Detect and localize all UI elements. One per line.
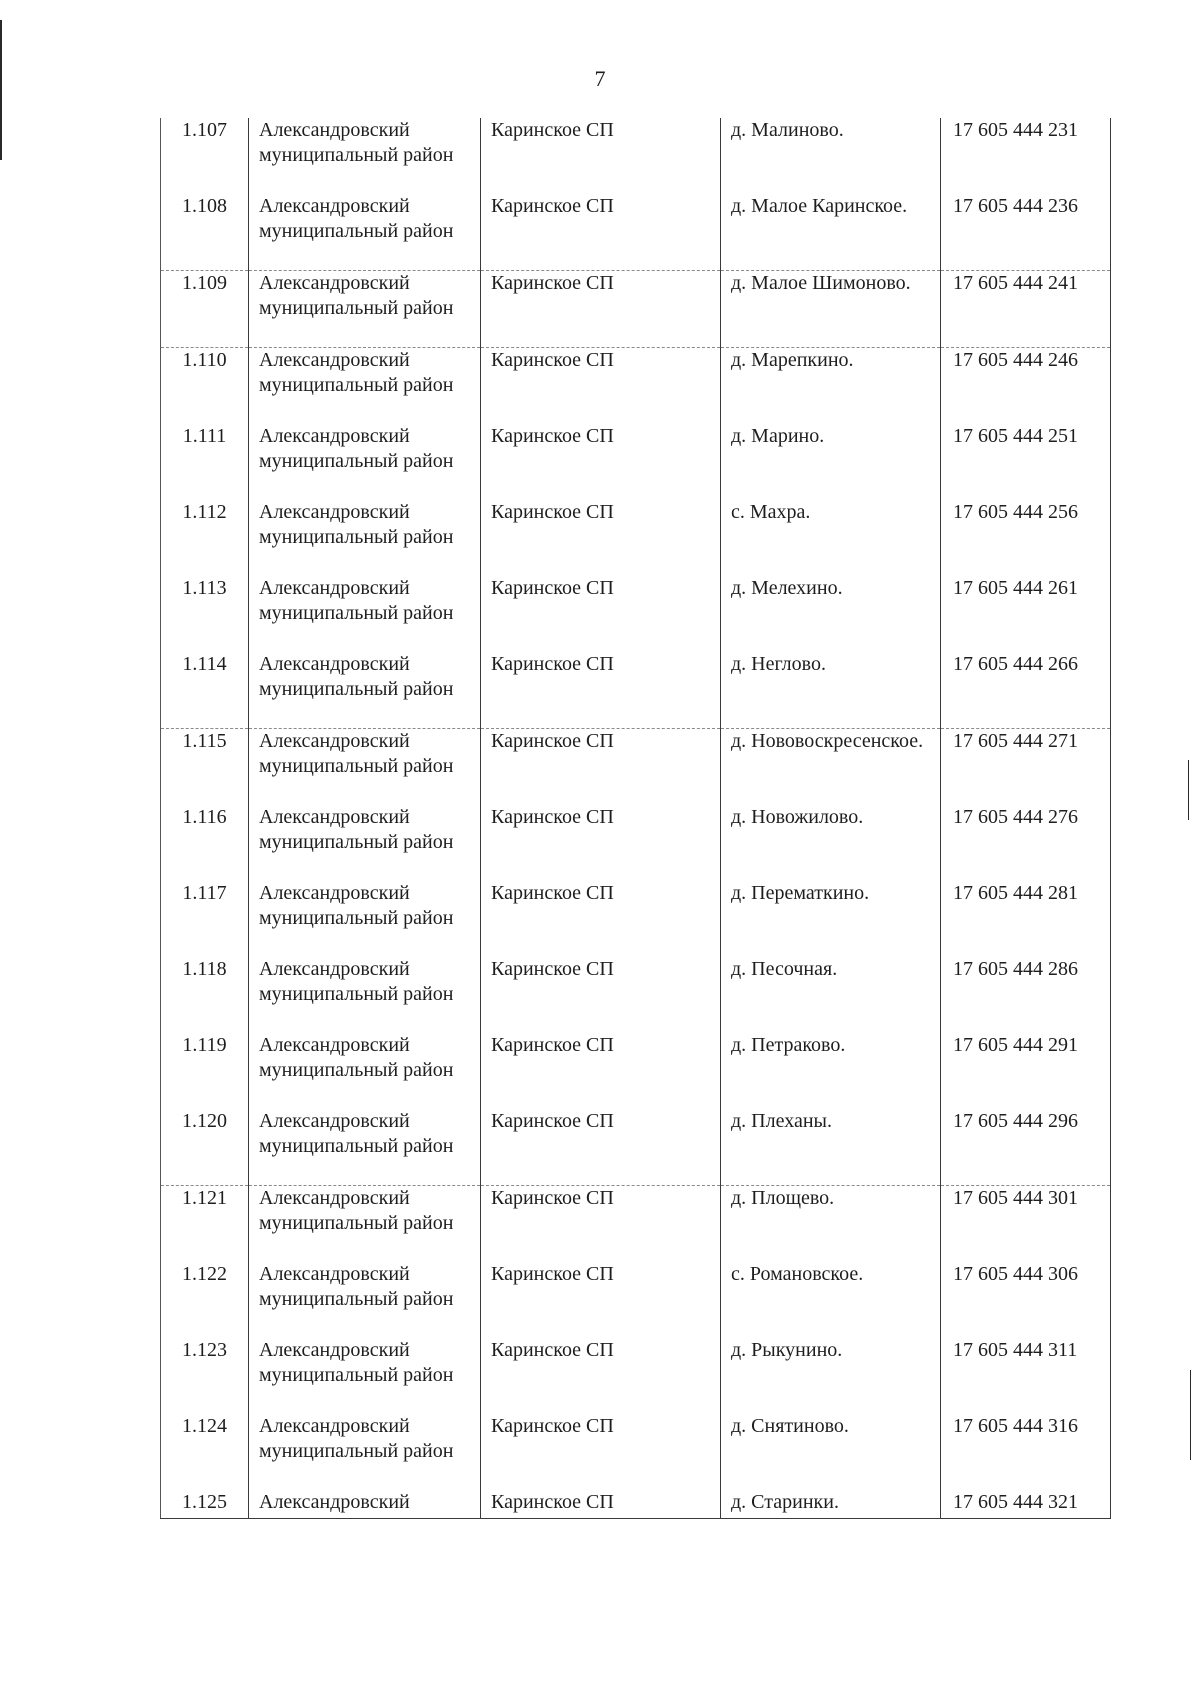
locality-table-container: [160, 118, 1110, 1519]
row-number-cell: 1.124: [161, 1414, 249, 1490]
table-row: [161, 576, 1111, 652]
locality-table-body: [161, 118, 1111, 1519]
locality-cell: д. Малое Каринское.: [721, 194, 941, 271]
oktmo-code-cell: 17 605 444 261: [941, 576, 1111, 652]
row-number-cell: 1.113: [161, 576, 249, 652]
district-cell: Александровский муниципальный район: [249, 1109, 481, 1186]
locality-cell: д. Малиново.: [721, 118, 941, 194]
row-number-cell: 1.107: [161, 118, 249, 194]
district-cell: Александровский муниципальный район: [249, 576, 481, 652]
locality-cell: д. Марино.: [721, 424, 941, 500]
row-number-cell: 1.125: [161, 1490, 249, 1519]
row-number-cell: 1.112: [161, 500, 249, 576]
settlement-cell: Каринское СП: [481, 652, 721, 729]
locality-cell: д. Неглово.: [721, 652, 941, 729]
locality-cell: д. Нововоскресенское.: [721, 729, 941, 806]
settlement-cell: Каринское СП: [481, 576, 721, 652]
settlement-cell: Каринское СП: [481, 1490, 721, 1519]
table-row: [161, 652, 1111, 729]
row-number-cell: 1.109: [161, 271, 249, 348]
oktmo-code-cell: 17 605 444 316: [941, 1414, 1111, 1490]
table-row: [161, 1033, 1111, 1109]
row-number-cell: 1.111: [161, 424, 249, 500]
oktmo-code-cell: 17 605 444 281: [941, 881, 1111, 957]
oktmo-code-cell: 17 605 444 266: [941, 652, 1111, 729]
locality-cell: д. Рыкунино.: [721, 1338, 941, 1414]
table-row: [161, 1414, 1111, 1490]
oktmo-code-cell: 17 605 444 251: [941, 424, 1111, 500]
district-cell: Александровский муниципальный район: [249, 118, 481, 194]
row-number-cell: 1.116: [161, 805, 249, 881]
page-number: 7: [594, 66, 606, 91]
locality-cell: д. Новожилово.: [721, 805, 941, 881]
oktmo-code-cell: 17 605 444 306: [941, 1262, 1111, 1338]
settlement-cell: Каринское СП: [481, 1186, 721, 1263]
settlement-cell: Каринское СП: [481, 881, 721, 957]
table-row: [161, 1186, 1111, 1263]
settlement-cell: Каринское СП: [481, 1262, 721, 1338]
district-cell: Александровский муниципальный район: [249, 805, 481, 881]
locality-cell: д. Старинки.: [721, 1490, 941, 1519]
table-row: [161, 805, 1111, 881]
locality-cell: д. Петраково.: [721, 1033, 941, 1109]
oktmo-code-cell: 17 605 444 241: [941, 271, 1111, 348]
locality-cell: с. Романовское.: [721, 1262, 941, 1338]
oktmo-code-cell: 17 605 444 311: [941, 1338, 1111, 1414]
locality-cell: д. Малое Шимоново.: [721, 271, 941, 348]
settlement-cell: Каринское СП: [481, 805, 721, 881]
district-cell: Александровский муниципальный район: [249, 348, 481, 425]
table-row: [161, 957, 1111, 1033]
row-number-cell: 1.121: [161, 1186, 249, 1263]
settlement-cell: Каринское СП: [481, 957, 721, 1033]
oktmo-code-cell: 17 605 444 276: [941, 805, 1111, 881]
settlement-cell: Каринское СП: [481, 424, 721, 500]
table-row: [161, 118, 1111, 194]
table-row: [161, 1262, 1111, 1338]
oktmo-code-cell: 17 605 444 301: [941, 1186, 1111, 1263]
row-number-cell: 1.123: [161, 1338, 249, 1414]
district-cell: Александровский муниципальный район: [249, 957, 481, 1033]
district-cell: Александровский муниципальный район: [249, 194, 481, 271]
table-row: [161, 729, 1111, 806]
table-row: [161, 1338, 1111, 1414]
table-row: [161, 424, 1111, 500]
district-cell: Александровский муниципальный район: [249, 1033, 481, 1109]
district-cell: Александровский муниципальный район: [249, 1262, 481, 1338]
row-number-cell: 1.114: [161, 652, 249, 729]
settlement-cell: Каринское СП: [481, 271, 721, 348]
row-number-cell: 1.120: [161, 1109, 249, 1186]
row-number-cell: 1.108: [161, 194, 249, 271]
oktmo-code-cell: 17 605 444 256: [941, 500, 1111, 576]
district-cell: Александровский муниципальный район: [249, 652, 481, 729]
table-row: [161, 194, 1111, 271]
table-row: [161, 348, 1111, 425]
row-number-cell: 1.118: [161, 957, 249, 1033]
district-cell: Александровский муниципальный район: [249, 1186, 481, 1263]
settlement-cell: Каринское СП: [481, 1033, 721, 1109]
settlement-cell: Каринское СП: [481, 729, 721, 806]
row-number-cell: 1.110: [161, 348, 249, 425]
row-number-cell: 1.119: [161, 1033, 249, 1109]
locality-table: [160, 118, 1111, 1519]
settlement-cell: Каринское СП: [481, 500, 721, 576]
district-cell: Александровский муниципальный район: [249, 424, 481, 500]
settlement-cell: Каринское СП: [481, 1109, 721, 1186]
table-row: [161, 1490, 1111, 1519]
table-row: [161, 881, 1111, 957]
oktmo-code-cell: 17 605 444 296: [941, 1109, 1111, 1186]
locality-cell: д. Площево.: [721, 1186, 941, 1263]
settlement-cell: Каринское СП: [481, 1414, 721, 1490]
oktmo-code-cell: 17 605 444 286: [941, 957, 1111, 1033]
locality-cell: д. Перематкино.: [721, 881, 941, 957]
locality-cell: д. Мелехино.: [721, 576, 941, 652]
district-cell: Александровский муниципальный район: [249, 271, 481, 348]
settlement-cell: Каринское СП: [481, 194, 721, 271]
locality-cell: д. Плеханы.: [721, 1109, 941, 1186]
table-row: [161, 271, 1111, 348]
district-cell: Александровский муниципальный район: [249, 729, 481, 806]
locality-cell: д. Марепкино.: [721, 348, 941, 425]
table-row: [161, 500, 1111, 576]
row-number-cell: 1.115: [161, 729, 249, 806]
district-cell: Александровский: [249, 1490, 481, 1519]
scan-margin-mark: [1188, 760, 1189, 820]
district-cell: Александровский муниципальный район: [249, 881, 481, 957]
table-row: [161, 1109, 1111, 1186]
scan-margin-mark: [1190, 1370, 1191, 1460]
locality-cell: д. Снятиново.: [721, 1414, 941, 1490]
oktmo-code-cell: 17 605 444 246: [941, 348, 1111, 425]
locality-cell: д. Песочная.: [721, 957, 941, 1033]
settlement-cell: Каринское СП: [481, 118, 721, 194]
row-number-cell: 1.122: [161, 1262, 249, 1338]
district-cell: Александровский муниципальный район: [249, 1338, 481, 1414]
oktmo-code-cell: 17 605 444 321: [941, 1490, 1111, 1519]
oktmo-code-cell: 17 605 444 236: [941, 194, 1111, 271]
settlement-cell: Каринское СП: [481, 348, 721, 425]
row-number-cell: 1.117: [161, 881, 249, 957]
oktmo-code-cell: 17 605 444 291: [941, 1033, 1111, 1109]
district-cell: Александровский муниципальный район: [249, 1414, 481, 1490]
settlement-cell: Каринское СП: [481, 1338, 721, 1414]
district-cell: Александровский муниципальный район: [249, 500, 481, 576]
oktmo-code-cell: 17 605 444 271: [941, 729, 1111, 806]
locality-cell: с. Махра.: [721, 500, 941, 576]
oktmo-code-cell: 17 605 444 231: [941, 118, 1111, 194]
